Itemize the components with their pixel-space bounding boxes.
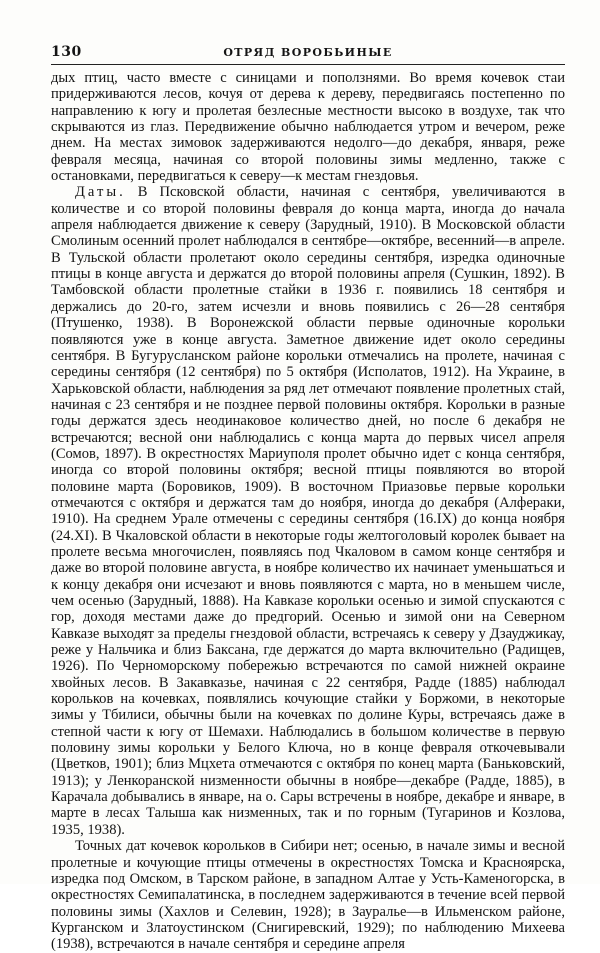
body-text — [51, 70, 565, 953]
page-header — [51, 44, 565, 64]
paragraph — [51, 838, 565, 952]
header-rule — [51, 64, 565, 65]
paragraph-text: Точных дат кочевок корольков в Сибири нет; осенью, в начале зимы и весной пролетные и кочующие птицы отмечены в окрестностях Томска и Красноярска, изредка под Омском, в Тарском районе, в западном Алтае у Усть-Каменогорска, в окрестностях Семипалатинска, в последнем задерживаются в течение всей первой половины зимы (Хахлов и Селевин, 1928); в Зауралье—в Ильменском районе, Курганском и Златоустинском (Снигиревский, 1929); по наблюдению Михеева (1938), встречаются в начале сентября и середине апреля — [51, 838, 565, 953]
paragraph — [51, 184, 565, 838]
running-title: ОТРЯД ВОРОБЬИНЫЕ — [223, 46, 393, 59]
page-number: 130 — [51, 44, 82, 60]
paragraph — [51, 70, 565, 184]
paragraph-text: дых птиц, часто вместе с синицами и поползнями. Во время кочевок стаи придерживаются лесов, кочуя от дерева к дереву, передвигаясь постепенно по направлению к югу и пролетая безлесные местности высоко в воздухе, так что скрываются из глаз. Передвижение обычно наблюдается утром и вечером, реже днем. На местах зимовок задерживаются недолго—до декабря, января, реже февраля месяца, начиная со второй половины зимы медленно, также с остановками, передвигаться к северу—к местам гнездовья. — [51, 70, 565, 185]
section-lead: Даты. — [75, 184, 126, 201]
paragraph-text: В Псковской области, начиная с сентября, увеличиваются в количестве и со второй половины февраля до конца марта, иногда до начала апреля наблюдается движение к северу (Зарудный, 1910). В Московской области Смолиным осенний пролет наблюдался в сентябре—октябре, весенний—в апреле. В Тульской области пролетают около середины сентября, изредка одиночные птицы в конце августа и держатся до второй половины апреля (Сушкин, 1892). В Тамбовской области пролетные стайки в 1936 г. появились 18 сентября и держались до 20-го, затем исчезли и вновь появились с 26—28 сентября (Птушенко, 1938). В Воронежской области первые одиночные корольки появляются уже в конце августа. Заметное движение идет около середины сентября. В Бугурусланском районе корольки отмечались на пролете, начиная с середины сентября (12 сентября) по 5 октября (Исполатов, 1912). На Украине, в Харьковской области, наблюдения за ряд лет отмечают появление пролетных стай, начиная с 23 сентября и не позднее первой половины октября. Корольки в разные годы держатся здесь неодинаковое количество дней, но после 6 декабря не встречаются; весной они наблюдались с конца марта до первых чисел апреля (Сомов, 1897). В окрестностях Мариуполя пролет обычно идет с конца сентября, иногда со второй половины октября; весной птицы появляются во второй половине марта (Боровиков, 1909). В восточном Приазовье первые корольки отмечаются с октября и держатся там до ноября, иногда до декабря (Алфераки, 1910). На среднем Урале отмечены с середины сентября (16.IX) до конца ноября (24.XI). В Чкаловской области в некоторые годы желтоголовый королек бывает на пролете весьма многочислен, появляясь под Чкаловом в самом конце сентября и даже во второй половине августа, в ноябре количество их начинает уменьшаться и к концу декабря они исчезают и вновь появляются с марта, но в меньшем числе, чем осенью (Зарудный, 1888). На Кавказе корольки осенью и зимой спускаются с гор, доходя местами даже до предгорий. Осенью и зимой они на Северном Кавказе выходят за пределы гнездовой области, встречаясь к северу у Дзауджикау, реже у Нальчика и близ Баксана, где держатся до марта включительно (Радищев, 1926). По Черноморскому побережью встречаются по самой нижней окраине хвойных лесов. В Закавказье, начиная с 22 сентября, Радде (1885) наблюдал корольков на кочевках, появлялись кочующие стайки у Боржоми, в некоторые зимы у Тбилиси, обычны были на кочевках по долине Куры, встречаясь даже в степной части к югу от Шемахи. Наблюдались в большом количестве в первую половину зимы корольки у Белого Ключа, но в конце февраля откочевывали (Цветков, 1901); близ Мцхета отмечаются с октября по конец марта (Баньковский, 1913); у Ленкоранской низменности обычны в ноябре—декабре (Радде, 1885), в Карачала добывались в январе, на о. Сары встречены в ноябре, декабре и январе, в марте в лесах Талыша как низменных, так и по горным (Тугаринов и Козлова, 1935, 1938). — [51, 184, 565, 838]
